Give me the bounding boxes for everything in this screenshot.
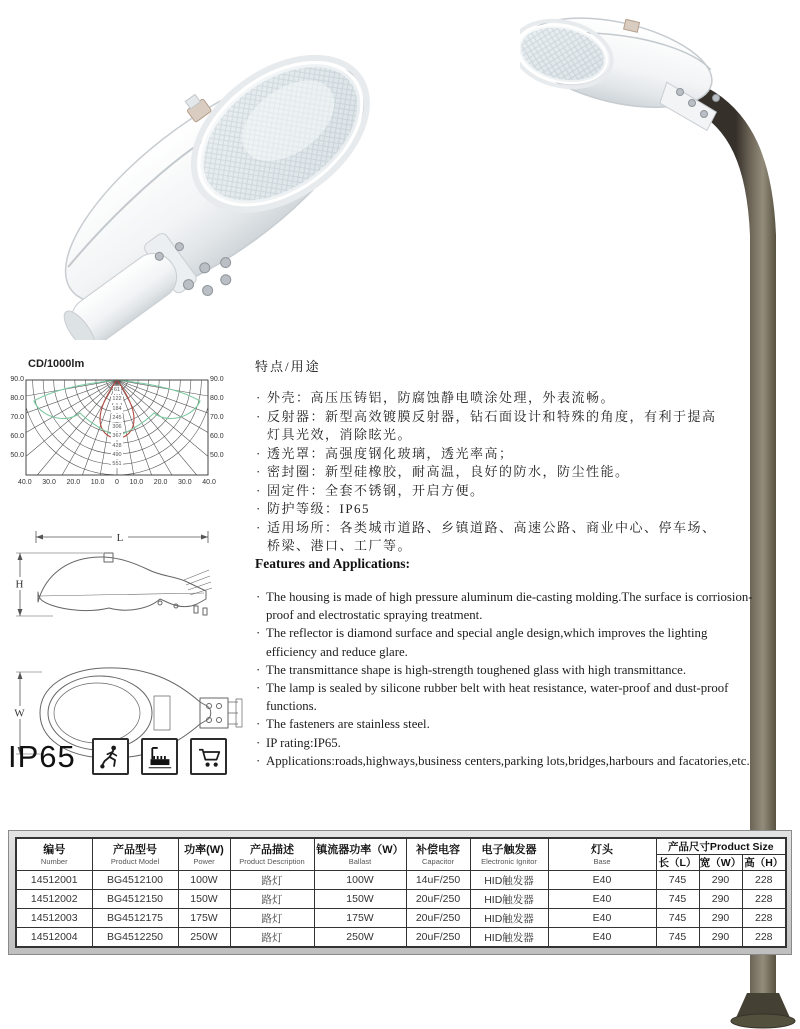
lamp-head bbox=[0, 10, 412, 340]
chart-tick-label: 0 bbox=[115, 479, 119, 486]
table-cell: 14512001 bbox=[16, 871, 92, 890]
features-cn-heading: 特点/用途 bbox=[255, 359, 321, 374]
chart-tick-label: 30.0 bbox=[42, 479, 56, 486]
table-cell: 150W bbox=[314, 890, 406, 909]
table-row bbox=[16, 909, 786, 928]
table-cell: 路灯 bbox=[230, 928, 314, 948]
chart-radial-label: 306 bbox=[112, 424, 122, 430]
chart-tick-label: 30.0 bbox=[178, 479, 192, 486]
table-cell: HID触发器 bbox=[470, 871, 548, 890]
col-header-product-size: 产品尺寸Product Size bbox=[656, 838, 786, 855]
pole-lamp-head bbox=[520, 0, 732, 132]
spec-table-frame bbox=[8, 830, 792, 955]
table-cell: 250W bbox=[314, 928, 406, 948]
table-cell: 20uF/250 bbox=[406, 928, 470, 948]
col-header-product-description: 产品描述 Product Description bbox=[230, 838, 314, 871]
sports-field-icon bbox=[92, 738, 129, 775]
table-cell: 745 bbox=[656, 909, 699, 928]
streetlight-product-photo bbox=[0, 0, 430, 340]
photometric-chart bbox=[6, 358, 241, 500]
col-header-product-model: 产品型号 Product Model bbox=[92, 838, 178, 871]
col-header-height: 高（H） bbox=[742, 855, 786, 871]
chart-left-axis bbox=[6, 376, 24, 460]
chart-radial-label: 122 bbox=[112, 396, 122, 403]
chart-tick-label: 40.0 bbox=[202, 479, 216, 486]
table-cell: E40 bbox=[548, 909, 656, 928]
feature-cn-item: · 密封圈：新型硅橡胶，耐高温，良好的防水，防尘性能。 bbox=[255, 463, 717, 482]
features-en-list bbox=[255, 588, 760, 770]
table-cell: BG4512100 bbox=[92, 871, 178, 890]
table-cell: 250W bbox=[178, 928, 230, 948]
feature-en-item: · IP rating:IP65. bbox=[255, 734, 760, 752]
feature-en-item: · Applications:roads,highways,business centers,parking lots,bridges,harbours and facatories,etc. bbox=[255, 752, 760, 770]
table-cell: 745 bbox=[656, 871, 699, 890]
table-cell: 745 bbox=[656, 928, 699, 948]
chart-tick-label: 50.0 bbox=[210, 452, 224, 459]
ip-rating-label: IP65 bbox=[8, 738, 76, 774]
table-cell: BG4512175 bbox=[92, 909, 178, 928]
feature-en-item: · The transmittance shape is high-strength toughened glass with high transmittance. bbox=[255, 661, 760, 679]
feature-en-item: · The lamp is sealed by silicone rubber belt with heat resistance, water-proof and dust-proof functions. bbox=[255, 679, 760, 715]
features-en-section bbox=[255, 556, 760, 770]
spec-table-body bbox=[16, 871, 786, 948]
table-cell: 路灯 bbox=[230, 890, 314, 909]
table-cell: 14uF/250 bbox=[406, 871, 470, 890]
feature-cn-item: · 适用场所：各类城市道路、乡镇道路、高速公路、商业中心、停车场、桥梁、港口、工厂等。 bbox=[255, 519, 717, 556]
chart-tick-label: 60.0 bbox=[210, 433, 224, 440]
chart-radial-label: 245 bbox=[112, 414, 122, 421]
col-header-capacitor: 补偿电容 Capacitor bbox=[406, 838, 470, 871]
table-cell: 20uF/250 bbox=[406, 890, 470, 909]
chart-tick-label: 20.0 bbox=[66, 479, 81, 486]
feature-cn-item: · 透光罩：高强度钢化玻璃，透光率高； bbox=[255, 445, 717, 464]
table-cell: BG4512150 bbox=[92, 890, 178, 909]
chart-tick-label: 60.0 bbox=[10, 433, 24, 440]
table-cell: 100W bbox=[178, 871, 230, 890]
feature-en-item: · The fasteners are stainless steel. bbox=[255, 715, 760, 733]
table-cell: BG4512250 bbox=[92, 928, 178, 948]
shopping-cart-icon bbox=[190, 738, 227, 775]
feature-cn-item: · 固定件：全套不锈钢，开启方便。 bbox=[255, 482, 717, 501]
chart-radial-label: 551 bbox=[112, 461, 122, 467]
feature-cn-item: · 防护等级：IP65 bbox=[255, 500, 717, 519]
table-row bbox=[16, 890, 786, 909]
features-en-heading: Features and Applications: bbox=[255, 556, 411, 571]
table-cell: 228 bbox=[742, 928, 786, 948]
chart-tick-label: 90.0 bbox=[10, 376, 24, 383]
table-cell: E40 bbox=[548, 928, 656, 948]
chart-tick-label: 20.0 bbox=[153, 479, 168, 486]
chart-tick-label: 50.0 bbox=[10, 452, 24, 459]
chart-right-axis bbox=[210, 376, 230, 460]
table-cell: 20uF/250 bbox=[406, 909, 470, 928]
table-cell: 路灯 bbox=[230, 909, 314, 928]
chart-radial-label: 61 bbox=[113, 387, 121, 393]
dim-label-length: L bbox=[116, 532, 124, 544]
factory-conveyor-icon bbox=[141, 738, 178, 775]
chart-tick-label: 40.0 bbox=[18, 479, 32, 486]
table-cell: 290 bbox=[699, 871, 742, 890]
chart-radial-label: 184 bbox=[112, 405, 122, 412]
spec-table bbox=[15, 837, 787, 948]
chart-tick-label: 10.0 bbox=[90, 479, 105, 486]
col-header-number: 编号 Number bbox=[16, 838, 92, 871]
chart-tick-label: 70.0 bbox=[210, 414, 224, 421]
table-cell: 路灯 bbox=[230, 871, 314, 890]
table-cell: HID触发器 bbox=[470, 928, 548, 948]
chart-radial-label: 428 bbox=[112, 442, 122, 449]
table-cell: 290 bbox=[699, 928, 742, 948]
chart-title: CD/1000lm bbox=[28, 358, 85, 370]
table-cell: 745 bbox=[656, 890, 699, 909]
chart-tick-label: 80.0 bbox=[210, 395, 224, 402]
table-cell: 228 bbox=[742, 890, 786, 909]
table-cell: 290 bbox=[699, 890, 742, 909]
features-cn-section bbox=[255, 356, 717, 556]
side-profile-outline bbox=[38, 553, 212, 615]
table-cell: 175W bbox=[314, 909, 406, 928]
chart-tick-label: 10.0 bbox=[129, 479, 144, 486]
table-cell: 150W bbox=[178, 890, 230, 909]
table-cell: 290 bbox=[699, 909, 742, 928]
col-header-electronic-ignitor: 电子触发器 Electronic Ignitor bbox=[470, 838, 548, 871]
col-header-base: 灯头 Base bbox=[548, 838, 656, 871]
col-header-length: 长（L） bbox=[656, 855, 699, 871]
chart-tick-label: 70.0 bbox=[10, 414, 24, 421]
table-cell: HID触发器 bbox=[470, 890, 548, 909]
dim-label-width: W bbox=[14, 707, 25, 720]
table-row bbox=[16, 871, 786, 890]
table-header-row bbox=[16, 838, 786, 855]
features-cn-list bbox=[255, 389, 717, 556]
table-cell: 228 bbox=[742, 909, 786, 928]
dimension-drawing-side-view bbox=[8, 524, 243, 636]
feature-cn-item: · 外壳：高压压铸铝，防腐蚀静电喷涂处理，外表流畅。 bbox=[255, 389, 717, 408]
table-cell: HID触发器 bbox=[470, 909, 548, 928]
col-header-power: 功率(W) Power bbox=[178, 838, 230, 871]
chart-radial-label: 367 bbox=[112, 433, 122, 440]
table-row bbox=[16, 928, 786, 948]
chart-radial-label: 490 bbox=[112, 451, 122, 458]
table-cell: 14512002 bbox=[16, 890, 92, 909]
chart-radial-axis bbox=[107, 386, 127, 468]
feature-en-item: · The reflector is diamond surface and special angle design,which improves the lighting efficiency and reduce glare. bbox=[255, 624, 760, 660]
dim-label-height: H bbox=[15, 578, 24, 591]
table-cell: E40 bbox=[548, 871, 656, 890]
chart-tick-label: 90.0 bbox=[210, 376, 224, 383]
col-header-ballast: 镇流器功率（W） Ballast bbox=[314, 838, 406, 871]
feature-cn-item: · 反射器：新型高效镀膜反射器，钻石面设计和特殊的角度，有利于提高灯具光效，消除眩光。 bbox=[255, 408, 717, 445]
chart-tick-label: 80.0 bbox=[10, 395, 24, 402]
col-header-width: 宽（W） bbox=[699, 855, 742, 871]
chart-bottom-axis bbox=[18, 479, 216, 487]
table-cell: E40 bbox=[548, 890, 656, 909]
ip-rating-block bbox=[8, 738, 239, 775]
table-cell: 14512003 bbox=[16, 909, 92, 928]
table-cell: 175W bbox=[178, 909, 230, 928]
table-cell: 228 bbox=[742, 871, 786, 890]
table-cell: 100W bbox=[314, 871, 406, 890]
table-cell: 14512004 bbox=[16, 928, 92, 948]
feature-en-item: · The housing is made of high pressure aluminum die-casting molding.The surface is corriosion-proof and electrostatic spraying treatment. bbox=[255, 588, 760, 624]
